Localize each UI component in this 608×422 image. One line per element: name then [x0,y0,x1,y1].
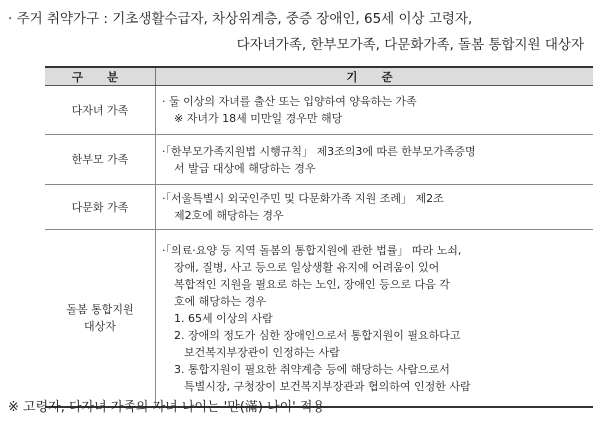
header-criteria: 기 준 [156,67,594,86]
criteria-item: 3. 통합지원이 필요한 취약계층 등에 해당하는 사람으로서 [174,362,450,376]
criteria-cell [156,86,594,135]
criteria-line: ·「의료·요양 등 지역 돌봄의 통합지원에 관한 법률」 따라 노쇠, [162,243,462,257]
criteria-line: 복합적인 지원을 필요로 하는 노인, 장애인 등으로 다음 각 [174,277,450,291]
criteria-item: 1. 65세 이상의 사람 [174,311,273,325]
category-cell: 한부모 가족 [45,135,156,185]
criteria-line: ·「한부모가족지원법 시행규칙」 제3조의3에 따른 한부모가족증명 [162,144,476,158]
criteria-item: 특별시장, 구청장이 보건복지부장관과 협의하여 인정한 사람 [184,379,471,393]
intro-text [8,6,604,58]
category-line: 대상자 [84,320,116,333]
criteria-line: · 둘 이상의 자녀를 출산 또는 입양하여 양육하는 가족 [162,95,417,108]
header-row [45,67,593,86]
category-cell [45,230,156,408]
criteria-note: ※ 자녀가 18세 미만일 경우만 해당 [174,112,343,125]
criteria-line: ·「서울특별시 외국인주민 및 다문화가족 지원 조례」 제2조 [162,192,444,205]
criteria-line: 서 발급 대상에 해당하는 경우 [174,161,316,175]
criteria-cell [156,185,594,230]
table-row [45,135,593,185]
header-category: 구 분 [45,67,156,86]
criteria-table [45,66,593,408]
intro-line-1: · 주거 취약가구 : 기초생활수급자, 차상위계층, 중증 장애인, 65세 이상 고령자, [8,11,473,27]
criteria-cell [156,135,594,185]
criteria-line: 제2호에 해당하는 경우 [174,209,284,222]
criteria-item: 2. 장애의 정도가 심한 장애인으로서 통합지원이 필요하다고 [174,328,461,342]
footnote: ※ 고령자, 다자녀 가족의 자녀 나이는 '만(滿) 나이' 적용 [8,400,325,415]
table-row [45,230,593,408]
intro-line-2: 다자녀가족, 한부모가족, 다문화가족, 돌봄 통합지원 대상자 [236,37,584,53]
criteria-line: 호에 해당하는 경우 [174,294,267,308]
criteria-item: 보건복지부장관이 인정하는 사람 [184,345,340,359]
category-cell: 다자녀 가족 [45,86,156,135]
category-cell: 다문화 가족 [45,185,156,230]
category-line: 돌봄 통합지원 [66,303,134,316]
criteria-line: 장애, 질병, 사고 등으로 일상생활 유지에 어려움이 있어 [174,260,440,274]
criteria-cell [156,230,594,408]
table-row [45,86,593,135]
table-row [45,185,593,230]
